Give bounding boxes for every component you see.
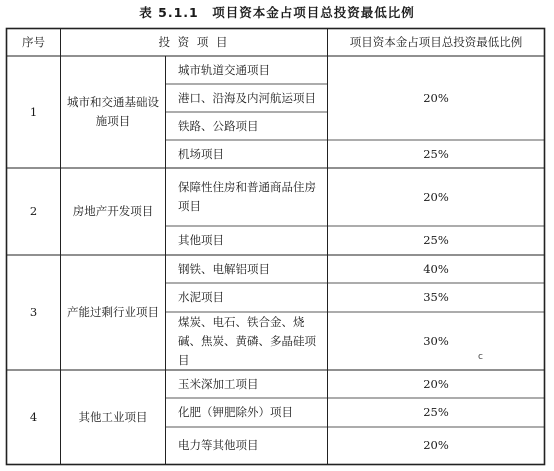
group-1-item-1: 城市轨道交通项目 [178,62,270,77]
group-4-ratio-2: 25% [423,405,449,419]
group-3-category: 产能过剩行业项目 [67,305,159,319]
table-caption: 表 5.1.1 项目资本金占项目总投资最低比例 [139,5,415,20]
group-2-item-1: 保障性住房和普通商品住房项目 [178,180,316,213]
group-2-ratio-2: 25% [423,233,449,247]
group-1-ratio-2: 25% [423,146,449,161]
group-2-category: 房地产开发项目 [72,204,154,218]
group-1-item-4: 机场项目 [178,146,224,161]
group-2-no: 2 [29,204,38,218]
group-1-item-3: 铁路、公路项目 [178,118,259,133]
group-3-ratio-2: 35% [423,290,449,304]
header-no: 序号 [22,35,45,49]
header-project: 投 资 项 目 [158,35,230,49]
group-3-ratio-3: 30% [423,333,449,348]
stray-mark: c [478,352,483,362]
group-4-item-3: 电力等其他项目 [178,438,259,452]
group-4-category: 其他工业项目 [78,409,148,424]
group-1-ratio-1: 20% [423,90,449,105]
group-1-no: 1 [29,104,38,119]
group-2-ratio-1: 20% [423,189,449,204]
group-2-item-2: 其他项目 [178,233,224,247]
group-1-category: 城市和交通基础设施项目 [67,95,159,128]
group-4-item-1: 玉米深加工项目 [178,376,259,391]
group-3-item-3: 煤炭、电石、铁合金、烧碱、焦炭、黄磷、多晶硅项目 [178,314,316,367]
group-3-ratio-1: 40% [423,261,449,276]
group-3-no: 3 [29,305,38,319]
group-4-ratio-3: 20% [423,438,449,452]
group-4-ratio-1: 20% [423,376,449,391]
group-3-item-2: 水泥项目 [178,290,224,304]
group-1-item-2: 港口、沿海及内河航运项目 [178,90,316,105]
group-4-no: 4 [29,409,38,424]
group-4-item-2: 化肥（钾肥除外）项目 [178,405,293,419]
header-ratio: 项目资本金占项目总投资最低比例 [349,35,523,49]
group-3-item-1: 钢铁、电解铝项目 [178,261,270,276]
